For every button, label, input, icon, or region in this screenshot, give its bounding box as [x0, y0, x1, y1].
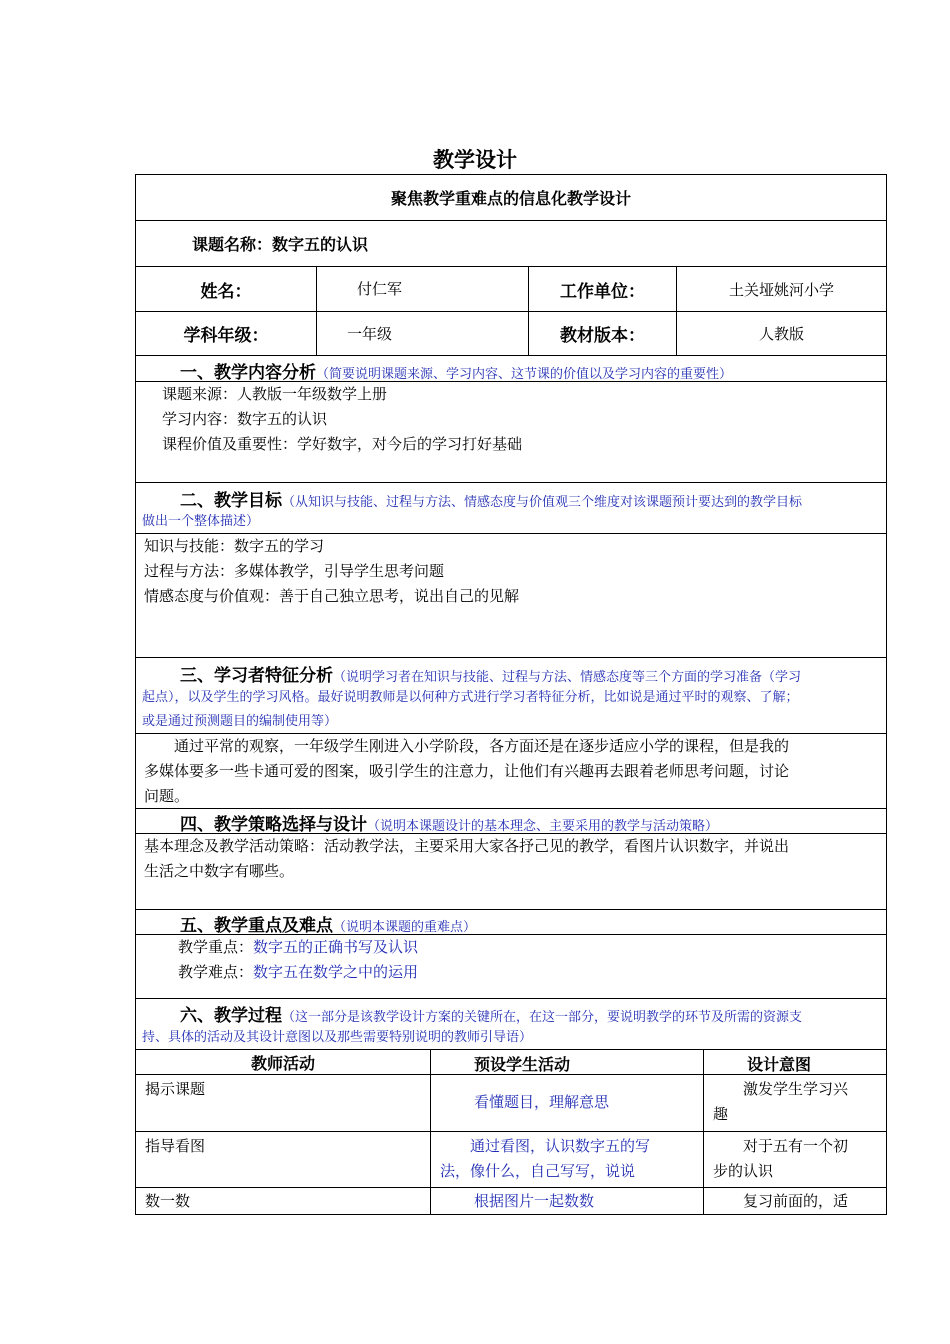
learner-text	[144, 734, 789, 809]
objective-line: 情感态度与价值观：善于自己独立思考，说出自己的见解	[144, 587, 520, 605]
page-title: 教学设计	[433, 148, 517, 172]
teacher-activity: 数一数	[145, 1192, 191, 1210]
teacher-activity: 揭示课题	[145, 1080, 206, 1098]
difficulty-label: 教学难点：	[178, 963, 254, 981]
section-6-hint-cont: 持、具体的活动及其设计意图以及那些需要特别说明的教师引导语）	[142, 1030, 533, 1045]
section-5-hint: （说明本课题的重难点）	[333, 920, 477, 935]
content-line: 学习内容：数字五的认识	[162, 410, 328, 428]
intent-line: 复习前面的，适	[713, 1192, 849, 1210]
edition-label: 教材版本：	[528, 312, 676, 355]
section-3-header	[135, 658, 887, 734]
grade-cell	[316, 312, 528, 355]
name-label: 姓名：	[200, 281, 252, 302]
section-4-header	[135, 809, 887, 834]
header-intent	[703, 1050, 886, 1074]
info-row-grade	[135, 312, 887, 356]
section-5-title: 五、教学重点及难点	[180, 916, 333, 936]
section-2-title: 二、教学目标	[180, 491, 282, 511]
section-1-hint: （简要说明课题来源、学习内容、这节课的价值以及学习内容的重要性）	[316, 367, 733, 382]
design-intent	[703, 1132, 886, 1187]
student-activity	[430, 1132, 703, 1187]
banner-row	[135, 174, 887, 221]
student-activity	[430, 1188, 703, 1214]
banner-title: 聚焦教学重难点的信息化教学设计	[390, 189, 631, 208]
keypoint-line	[178, 935, 418, 960]
content-line: 课题来源：人教版一年级数学上册	[162, 385, 388, 403]
intent-line: 对于五有一个初	[713, 1137, 849, 1155]
topic-title: 课题名称：数字五的认识	[192, 235, 369, 254]
header-teacher: 教师活动	[250, 1053, 315, 1073]
grade-label: 学科年级：	[183, 326, 269, 346]
student-line: 通过看图，认识数字五的写	[440, 1137, 651, 1155]
objectives-text	[144, 534, 519, 609]
student-line: 看懂题目，理解意思	[474, 1093, 610, 1111]
name-value: 付仁军	[357, 280, 403, 298]
design-form	[135, 174, 887, 1215]
table-row	[135, 1132, 887, 1188]
strategy-line: 基本理念及教学活动策略：活动教学法，主要采用大家各抒己见的教学，看图片认识数字，并说出	[144, 837, 790, 855]
table-row	[135, 1188, 887, 1215]
section-3-hint-cont-2: 或是通过预测题目的编制使用等）	[142, 714, 338, 729]
header-student-label: 预设学生活动	[474, 1055, 571, 1074]
learner-line: 问题。	[144, 787, 190, 805]
section-3-hint-cont: 起点），以及学生的学习风格。最好说明教师是以何种方式进行学习者特征分析，比如说是通过平时的观察、了解；	[142, 690, 799, 705]
name-cell	[316, 267, 528, 311]
difficulty-line	[178, 960, 418, 985]
section-4-hint: （说明本课题设计的基本理念、主要采用的教学与活动策略）	[367, 819, 719, 834]
header-student	[430, 1050, 703, 1074]
keypoint-label: 教学重点：	[178, 938, 254, 956]
section-3-title: 三、学习者特征分析	[180, 666, 333, 686]
section-1-body	[135, 382, 887, 483]
objective-line: 过程与方法：多媒体教学，引导学生思考问题	[144, 562, 445, 580]
section-3-hint: （说明学习者在知识与技能、过程与方法、情感态度等三个方面的学习准备（学习	[333, 670, 802, 685]
section-3-body	[135, 734, 887, 809]
content-line: 课程价值及重要性：学好数字，对今后的学习打好基础	[162, 435, 523, 453]
keypoints-text	[178, 935, 418, 985]
section-5-body	[135, 935, 887, 999]
topic-row	[135, 221, 887, 267]
content-analysis-text	[162, 382, 522, 457]
section-2-header	[135, 483, 887, 534]
design-intent	[703, 1075, 886, 1131]
section-1-header	[135, 356, 887, 382]
edition-value: 人教版	[676, 312, 886, 355]
learner-line: 通过平常的观察，一年级学生刚进入小学阶段，各方面还是在逐步适应小学的课程，但是我的	[144, 737, 790, 755]
learner-line: 多媒体要多一些卡通可爱的图案，吸引学生的注意力，让他们有兴趣再去跟着老师思考问题，讨论	[144, 762, 790, 780]
difficulty-value: 数字五在数学之中的运用	[253, 963, 419, 981]
grade-value: 一年级	[347, 325, 393, 343]
section-4-body	[135, 834, 887, 910]
intent-line: 步的认识	[713, 1162, 774, 1180]
keypoint-value: 数字五的正确书写及认识	[253, 938, 419, 956]
table-row	[135, 1075, 887, 1132]
design-intent	[703, 1188, 886, 1214]
strategy-line: 生活之中数字有哪些。	[144, 862, 295, 880]
student-line: 法，像什么，自己写写，说说	[440, 1162, 636, 1180]
section-6-header	[135, 999, 887, 1050]
unit-label: 工作单位：	[528, 267, 676, 311]
teacher-activity: 指导看图	[145, 1137, 206, 1155]
section-5-header	[135, 910, 887, 935]
section-2-hint: （从知识与技能、过程与方法、情感态度与价值观三个维度对该课题预计要达到的教学目标	[282, 495, 803, 510]
unit-value: 土关垭姚河小学	[676, 267, 886, 311]
strategy-text	[144, 834, 789, 884]
section-4-title: 四、教学策略选择与设计	[180, 815, 367, 835]
info-row-name	[135, 267, 887, 312]
header-intent-label: 设计意图	[747, 1055, 812, 1074]
intent-line: 激发学生学习兴	[713, 1080, 849, 1098]
student-activity	[430, 1075, 703, 1131]
process-table-header	[135, 1050, 887, 1075]
objective-line: 知识与技能：数字五的学习	[144, 537, 325, 555]
student-line: 根据图片一起数数	[474, 1192, 595, 1210]
intent-line: 趣	[713, 1105, 729, 1123]
section-1-title: 一、教学内容分析	[180, 363, 316, 383]
section-2-hint-cont: 做出一个整体描述）	[142, 514, 260, 529]
section-6-title: 六、教学过程	[180, 1006, 282, 1026]
section-2-body	[135, 534, 887, 658]
section-6-hint: （这一部分是该教学设计方案的关键所在，在这一部分，要说明教学的环节及所需的资源支	[282, 1010, 803, 1025]
